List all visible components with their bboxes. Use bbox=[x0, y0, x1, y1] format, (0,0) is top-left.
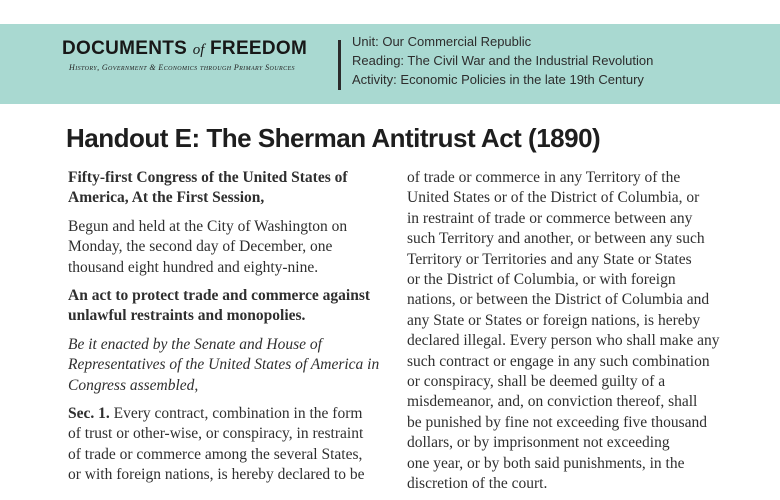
lesson-info-unit: Unit: Our Commercial Republic bbox=[352, 34, 532, 49]
section-1-paragraph bbox=[68, 404, 397, 486]
header-divider bbox=[338, 40, 341, 90]
logo-word-freedom: FREEDOM bbox=[210, 38, 308, 59]
documents-of-freedom-logo bbox=[62, 38, 308, 72]
logo-tagline: History, Government & Economics through Primary Sources bbox=[69, 63, 295, 72]
section-1-text: Every contract, combination in the form of trust or other-wise, or conspiracy, in restraint of trade or commerce among the several States, or with foreign nations, is hereby declared to be bbox=[68, 405, 365, 484]
document-body bbox=[68, 168, 736, 495]
section-1-label: Sec. 1. bbox=[68, 405, 110, 423]
enacting-clause: Be it enacted by the Senate and House of Representatives of the United States of America in Congress assembled, bbox=[68, 335, 380, 394]
page-title: Handout E: The Sherman Antitrust Act (1890) bbox=[66, 123, 601, 153]
lesson-info bbox=[352, 33, 653, 89]
header-band bbox=[0, 24, 780, 104]
lesson-info-activity: Activity: Economic Policies in the late 19th Century bbox=[352, 71, 644, 87]
logo-word-of: of bbox=[192, 42, 205, 58]
logo-wordmark bbox=[62, 38, 308, 60]
session-paragraph: Begun and held at the City of Washington on Monday, the second day of December, one thousand eight hundred and eighty-nine. bbox=[68, 217, 348, 276]
logo-word-documents: DOCUMENTS bbox=[62, 38, 188, 59]
right-column bbox=[407, 168, 736, 495]
congress-heading: Fifty-first Congress of the United States of America, At the First Session, bbox=[68, 169, 348, 207]
left-column bbox=[68, 168, 397, 495]
act-purpose-paragraph: An act to protect trade and commerce against unlawful restraints and monopolies. bbox=[68, 287, 371, 325]
section-1-continued-paragraph: of trade or commerce in any Territory of the United States or of the District of Columbia, or in restraint of trade or commerce between any such Territory and another, or between any such Territory or Territories and any State or States or the District of Columbia, or with foreign nations, or between the District of Columbia and any State or States or foreign nations, is hereby declared illegal. Every person who shall make any such contract or engage in any such combination or conspiracy, shall be deemed guilty of a misdemeanor, and, on conviction thereof, shall be punished by fine not exceeding five thousand dollars, or by imprisonment not exceeding one year, or by both said punishments, in the discretion of the court. bbox=[407, 169, 720, 493]
lesson-info-reading: Reading: The Civil War and the Industrial Revolution bbox=[352, 52, 654, 68]
